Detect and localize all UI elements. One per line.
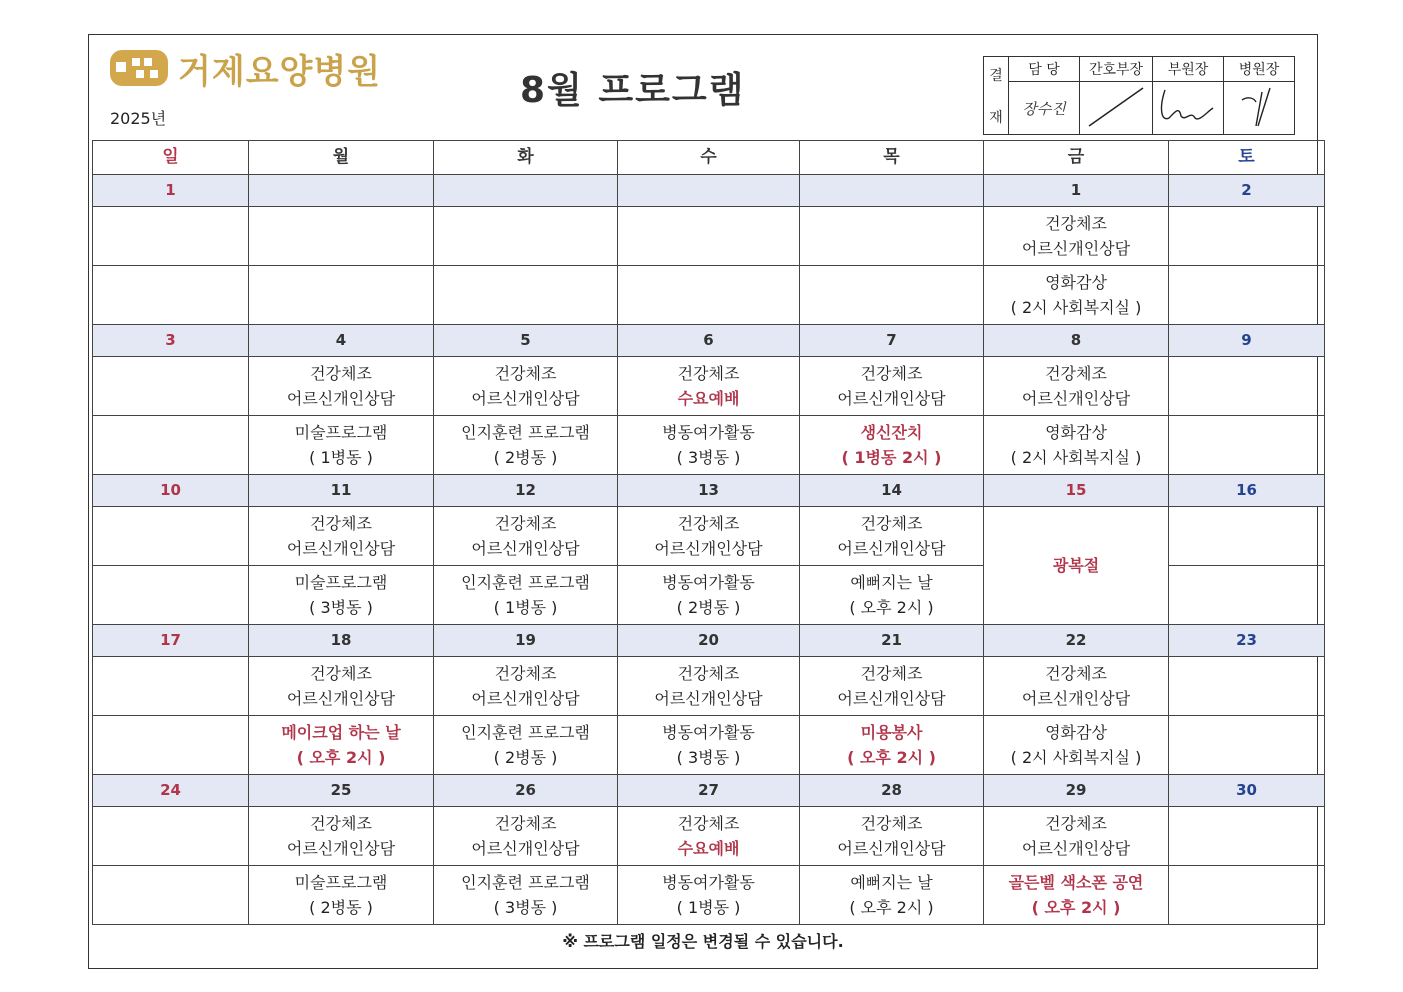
- program-line: 인지훈련 프로그램: [461, 723, 590, 742]
- date-cell: 15: [984, 475, 1169, 507]
- program-cell: [984, 207, 1169, 266]
- program-line: 건강체조: [860, 664, 923, 683]
- signature-director: [1224, 82, 1295, 135]
- program-line: 미술프로그램: [294, 873, 388, 892]
- program-line: 어르신개인상담: [1021, 839, 1131, 858]
- program-line: 어르신개인상담: [286, 689, 396, 708]
- program-line: 예뻐지는 날: [850, 873, 933, 892]
- program-row: [93, 866, 1325, 925]
- program-cell: [1169, 657, 1325, 716]
- program-cell: [800, 716, 984, 775]
- program-cell: [618, 507, 800, 566]
- program-cell: [434, 866, 618, 925]
- program-cell: [249, 807, 434, 866]
- program-cell: [618, 357, 800, 416]
- program-cell: [249, 357, 434, 416]
- program-line: 어르신개인상담: [471, 539, 580, 558]
- program-line: ( 3병동 ): [676, 748, 741, 767]
- date-cell: 2: [1169, 175, 1325, 207]
- date-cell: 30: [1169, 775, 1325, 807]
- program-cell: [434, 266, 618, 325]
- program-line: 건강체조: [860, 514, 923, 533]
- program-cell: [1169, 266, 1325, 325]
- date-cell: 25: [249, 775, 434, 807]
- program-cell: [800, 866, 984, 925]
- program-line: 건강체조: [310, 364, 372, 383]
- program-row: [93, 807, 1325, 866]
- program-line: 생신잔치: [860, 423, 923, 442]
- program-line: 어르신개인상담: [837, 689, 946, 708]
- program-line: 어르신개인상담: [286, 389, 396, 408]
- program-cell: [618, 416, 800, 475]
- program-line: 미술프로그램: [294, 423, 388, 442]
- program-row: [93, 416, 1325, 475]
- program-cell: [249, 566, 434, 625]
- program-line: ( 오후 2시 ): [849, 898, 934, 917]
- signature-text: 장수진: [1022, 99, 1066, 118]
- program-cell: [800, 357, 984, 416]
- date-cell: 4: [249, 325, 434, 357]
- program-cell: [984, 657, 1169, 716]
- program-cell: [1169, 807, 1325, 866]
- date-cell: 12: [434, 475, 618, 507]
- program-line: ( 1병동 ): [676, 898, 741, 917]
- date-cell: 8: [984, 325, 1169, 357]
- program-cell: [984, 866, 1169, 925]
- program-line: 어르신개인상담: [471, 389, 580, 408]
- program-cell: [618, 866, 800, 925]
- program-cell: [984, 716, 1169, 775]
- date-row: [93, 775, 1325, 807]
- date-cell: 10: [93, 475, 249, 507]
- program-line: 병동여가활동: [662, 573, 755, 592]
- role-director: 병원장: [1224, 57, 1295, 82]
- page-title: 8월 프로그램: [520, 70, 746, 111]
- program-line: 건강체조: [860, 364, 923, 383]
- program-cell: [434, 807, 618, 866]
- weekday-thu: 목: [800, 141, 984, 175]
- program-cell: [984, 416, 1169, 475]
- program-row: [93, 207, 1325, 266]
- approval-side-label: [984, 57, 1009, 135]
- program-line: 영화감상: [1045, 423, 1107, 442]
- program-cell: [800, 207, 984, 266]
- program-line: 어르신개인상담: [471, 689, 580, 708]
- program-cell: [800, 566, 984, 625]
- program-line: 어르신개인상담: [654, 689, 763, 708]
- program-line: 영화감상: [1045, 273, 1107, 292]
- calendar-table: [92, 140, 1325, 925]
- date-cell: 16: [1169, 475, 1325, 507]
- program-cell: [93, 866, 249, 925]
- program-cell: [1169, 716, 1325, 775]
- weekday-tue: 화: [434, 141, 618, 175]
- date-cell: 13: [618, 475, 800, 507]
- program-line: 어르신개인상담: [837, 839, 946, 858]
- year-label: 2025년: [110, 109, 167, 128]
- program-line: 건강체조: [494, 814, 557, 833]
- program-cell: [618, 566, 800, 625]
- program-cell: [93, 207, 249, 266]
- program-line: 건강체조: [494, 664, 557, 683]
- program-cell: [1169, 357, 1325, 416]
- program-line: 건강체조: [860, 814, 923, 833]
- date-cell: 17: [93, 625, 249, 657]
- program-line: ( 3병동 ): [493, 898, 558, 917]
- program-line: 건강체조: [1045, 364, 1107, 383]
- date-cell: 14: [800, 475, 984, 507]
- program-line: ( 2병동 ): [676, 598, 741, 617]
- program-cell: [618, 657, 800, 716]
- program-line: ( 2시 사회복지실 ): [1010, 748, 1142, 767]
- program-line: ( 1병동 2시 ): [841, 448, 942, 467]
- approval-side-bottom: 재: [989, 109, 1003, 126]
- program-cell: [93, 507, 249, 566]
- program-cell: [1169, 566, 1325, 625]
- program-cell: [249, 716, 434, 775]
- program-cell: [618, 266, 800, 325]
- program-line: ( 오후 2시 ): [847, 748, 936, 767]
- program-cell: [93, 357, 249, 416]
- date-cell: 9: [1169, 325, 1325, 357]
- approval-side-top: 결: [989, 67, 1003, 84]
- program-cell: [618, 807, 800, 866]
- program-cell: [93, 566, 249, 625]
- date-cell: 11: [249, 475, 434, 507]
- schedule-notice: ※ 프로그램 일정은 변경될 수 있습니다.: [562, 932, 844, 951]
- date-row: [93, 625, 1325, 657]
- date-cell: 21: [800, 625, 984, 657]
- program-line: 건강체조: [677, 364, 740, 383]
- program-line: 건강체조: [310, 514, 372, 533]
- date-cell: 1: [93, 175, 249, 207]
- role-vice-director: 부원장: [1153, 57, 1224, 82]
- program-cell: [618, 716, 800, 775]
- signature-stroke-icon: [1083, 82, 1149, 130]
- program-line: 영화감상: [1045, 723, 1107, 742]
- program-cell: [434, 416, 618, 475]
- signature-scribble-icon: [1155, 82, 1221, 130]
- signature-check-icon: [1226, 82, 1292, 130]
- program-line: 건강체조: [677, 514, 740, 533]
- program-line: 예뻐지는 날: [850, 573, 933, 592]
- program-line: ( 오후 2시 ): [1031, 898, 1121, 917]
- program-row: [93, 266, 1325, 325]
- weekday-wed: 수: [618, 141, 800, 175]
- program-line: 병동여가활동: [662, 723, 755, 742]
- program-line: 미용봉사: [860, 723, 923, 742]
- date-cell: 20: [618, 625, 800, 657]
- date-cell: 28: [800, 775, 984, 807]
- signature-vice-director: [1153, 82, 1224, 135]
- program-cell: [249, 266, 434, 325]
- program-line: ( 오후 2시 ): [296, 748, 386, 767]
- program-cell: [249, 207, 434, 266]
- program-row: [93, 657, 1325, 716]
- program-line: 어르신개인상담: [286, 839, 396, 858]
- program-line: 수요예배: [677, 389, 740, 408]
- logo-text: 거제요양병원: [178, 51, 382, 92]
- program-cell: [1169, 507, 1325, 566]
- program-line: 어르신개인상담: [1021, 689, 1131, 708]
- program-line: ( 3병동 ): [676, 448, 741, 467]
- program-line: ( 1병동 ): [309, 448, 373, 467]
- program-line: 어르신개인상담: [654, 539, 763, 558]
- program-line: 어르신개인상담: [837, 389, 946, 408]
- program-line: ( 2병동 ): [493, 748, 558, 767]
- program-cell: [249, 416, 434, 475]
- program-line: 건강체조: [310, 814, 372, 833]
- date-row: [93, 475, 1325, 507]
- program-line: 건강체조: [677, 664, 740, 683]
- date-cell: 23: [1169, 625, 1325, 657]
- program-cell: [249, 507, 434, 566]
- program-line: 광복절: [1052, 556, 1100, 575]
- weekday-mon: 월: [249, 141, 434, 175]
- program-cell: [93, 416, 249, 475]
- date-cell: [618, 175, 800, 207]
- program-line: ( 2시 사회복지실 ): [1010, 298, 1142, 317]
- program-line: 메이크업 하는 날: [281, 723, 401, 742]
- program-line: 어르신개인상담: [1021, 239, 1131, 258]
- program-line: 어르신개인상담: [471, 839, 580, 858]
- role-head-nurse: 간호부장: [1080, 57, 1153, 82]
- program-cell: [1169, 207, 1325, 266]
- program-cell: [1169, 416, 1325, 475]
- program-line: ( 2병동 ): [309, 898, 373, 917]
- program-cell: [984, 266, 1169, 325]
- program-cell: [93, 807, 249, 866]
- program-cell: [93, 266, 249, 325]
- date-cell: [800, 175, 984, 207]
- program-cell: [434, 657, 618, 716]
- signature-staff: [1009, 82, 1080, 135]
- program-cell: [800, 266, 984, 325]
- program-line: ( 1병동 ): [493, 598, 558, 617]
- date-cell: 1: [984, 175, 1169, 207]
- date-cell: 3: [93, 325, 249, 357]
- weekday-header-row: [93, 141, 1325, 175]
- program-line: 건강체조: [494, 514, 557, 533]
- program-cell: [800, 807, 984, 866]
- program-line: 골든벨 색소폰 공연: [1008, 873, 1144, 892]
- program-line: 병동여가활동: [662, 423, 755, 442]
- program-row: [93, 716, 1325, 775]
- approval-box: [983, 56, 1295, 135]
- date-cell: 6: [618, 325, 800, 357]
- date-cell: 27: [618, 775, 800, 807]
- program-cell: [618, 207, 800, 266]
- program-line: 건강체조: [1045, 214, 1107, 233]
- date-cell: 26: [434, 775, 618, 807]
- program-row: [93, 357, 1325, 416]
- date-cell: 5: [434, 325, 618, 357]
- date-cell: 7: [800, 325, 984, 357]
- program-line: ( 3병동 ): [309, 598, 373, 617]
- date-cell: [249, 175, 434, 207]
- program-cell: [93, 716, 249, 775]
- date-cell: 18: [249, 625, 434, 657]
- weekday-sat: 토: [1169, 141, 1325, 175]
- date-cell: 22: [984, 625, 1169, 657]
- date-cell: [434, 175, 618, 207]
- program-line: 어르신개인상담: [286, 539, 396, 558]
- hospital-logo: [108, 44, 381, 92]
- date-cell: 29: [984, 775, 1169, 807]
- program-line: ( 2병동 ): [493, 448, 558, 467]
- weekday-fri: 금: [984, 141, 1169, 175]
- program-cell: [249, 657, 434, 716]
- program-cell: [249, 866, 434, 925]
- program-cell: [800, 416, 984, 475]
- program-line: 인지훈련 프로그램: [461, 423, 590, 442]
- program-cell: [984, 357, 1169, 416]
- program-line: ( 오후 2시 ): [849, 598, 934, 617]
- program-cell: [434, 357, 618, 416]
- program-line: 수요예배: [677, 839, 740, 858]
- program-cell: [434, 716, 618, 775]
- program-line: 인지훈련 프로그램: [461, 873, 590, 892]
- program-cell: [800, 657, 984, 716]
- program-cell: [1169, 866, 1325, 925]
- program-line: 어르신개인상담: [837, 539, 946, 558]
- program-line: 어르신개인상담: [1021, 389, 1131, 408]
- program-line: 건강체조: [677, 814, 740, 833]
- program-cell: [984, 807, 1169, 866]
- signature-head-nurse: [1080, 82, 1153, 135]
- logo-mark-icon: [108, 46, 170, 90]
- program-line: 건강체조: [1045, 814, 1107, 833]
- program-line: 미술프로그램: [294, 573, 388, 592]
- program-cell: [984, 507, 1169, 625]
- date-cell: 19: [434, 625, 618, 657]
- program-cell: [434, 566, 618, 625]
- program-line: 병동여가활동: [662, 873, 755, 892]
- program-line: ( 2시 사회복지실 ): [1010, 448, 1142, 467]
- program-line: 인지훈련 프로그램: [461, 573, 590, 592]
- date-row: [93, 325, 1325, 357]
- program-cell: [434, 507, 618, 566]
- date-row: [93, 175, 1325, 207]
- program-line: 건강체조: [1045, 664, 1107, 683]
- date-cell: 24: [93, 775, 249, 807]
- program-line: 건강체조: [310, 664, 372, 683]
- program-line: 건강체조: [494, 364, 557, 383]
- program-cell: [93, 657, 249, 716]
- program-cell: [434, 207, 618, 266]
- weekday-sun: 일: [93, 141, 249, 175]
- program-row: [93, 507, 1325, 566]
- role-staff: 담 당: [1009, 57, 1080, 82]
- program-cell: [800, 507, 984, 566]
